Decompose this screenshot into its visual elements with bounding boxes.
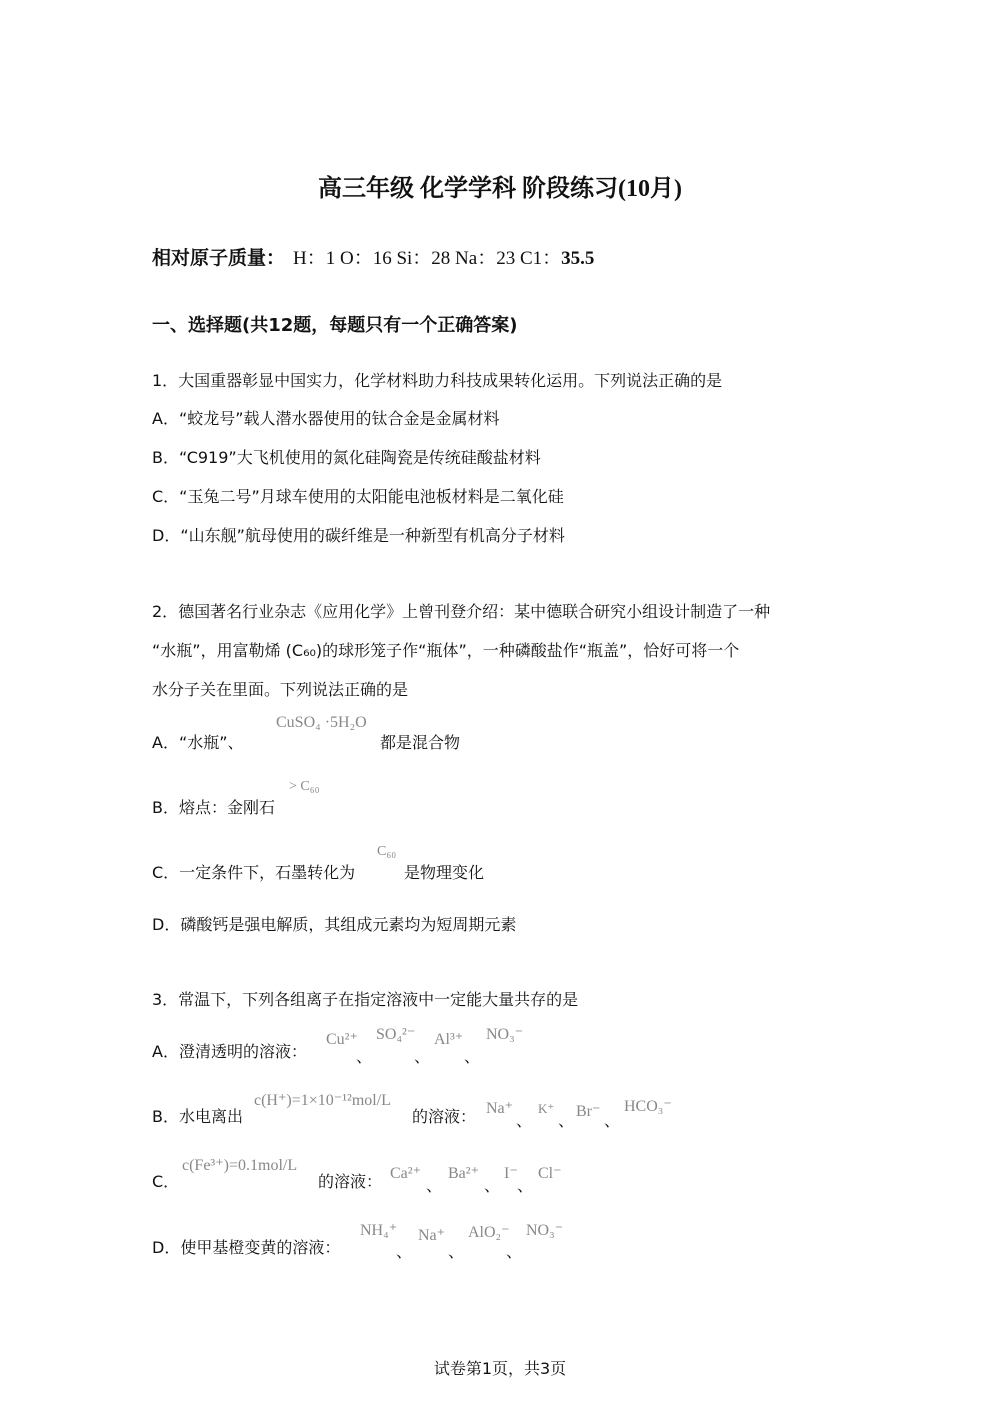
question-3-option-c-ion-1: Ca²⁺ (390, 1165, 422, 1182)
separator: 、 (414, 1047, 431, 1066)
question-1-option-b: B．“C919”大飞机使用的氮化硅陶瓷是传统硅酸盐材料 (152, 448, 541, 467)
question-2-option-c-tail: 是物理变化 (404, 863, 485, 882)
separator: 、 (396, 1242, 413, 1261)
separator: 、 (484, 1176, 501, 1195)
question-2-option-a-formula: CuSO₄ ·5H₂O (276, 714, 367, 731)
question-2-stem-line-3: 水分子关在里面。下列说法正确的是 (152, 680, 409, 699)
question-3-option-c-ion-3: I⁻ (504, 1165, 518, 1182)
question-2-option-b-text: B．熔点：金刚石 (152, 798, 275, 817)
question-3-option-d-ion-4: NO₃⁻ (526, 1222, 564, 1239)
question-3-option-a-ion-2: SO₄²⁻ (376, 1026, 416, 1043)
question-3-option-b-text: B．水电离出 (152, 1107, 243, 1126)
question-3-option-a-ion-3: Al³⁺ (434, 1031, 464, 1048)
question-3-option-b-ion-4: HCO₃⁻ (624, 1098, 672, 1115)
page-title: 高三年级 化学学科 阶段练习(10月) (318, 176, 682, 202)
question-3-option-b-ion-3: Br⁻ (576, 1103, 601, 1120)
atomic-mass-values: H：1 O：16 Si：28 Na：23 C1：35.5 (293, 248, 595, 269)
question-3-option-d-ion-2: Na⁺ (418, 1227, 446, 1244)
separator: 、 (356, 1047, 373, 1066)
question-3-stem: 3．常温下，下列各组离子在指定溶液中一定能大量共存的是 (152, 990, 579, 1009)
question-3-option-c-formula: c(Fe³⁺)=0.1mol/L (182, 1157, 298, 1174)
separator: 、 (516, 1111, 533, 1130)
question-3-option-d-text: D．使甲基橙变黄的溶液： (152, 1238, 341, 1257)
question-3-option-b-formula: c(H⁺)=1×10⁻¹²mol/L (254, 1092, 391, 1109)
question-2-stem-line-1: 2．德国著名行业杂志《应用化学》上曾刊登介绍：某中德联合研究小组设计制造了一种 (152, 602, 771, 621)
question-2-stem-line-2: “水瓶”，用富勒烯 (C₆₀)的球形笼子作“瓶体”，一种磷酸盐作“瓶盖”，恰好可将一个 (152, 641, 740, 660)
question-3-option-c-ion-4: Cl⁻ (538, 1165, 562, 1182)
separator: 、 (517, 1176, 534, 1195)
atomic-mass-label: 相对原子质量： (152, 247, 286, 269)
separator: 、 (604, 1111, 621, 1130)
question-3-option-d-ion-1: NH₄⁺ (360, 1222, 398, 1239)
separator: 、 (464, 1047, 481, 1066)
question-3-option-a-ion-1: Cu²⁺ (326, 1031, 358, 1048)
question-1-option-c: C．“玉兔二号”月球车使用的太阳能电池板材料是二氧化硅 (152, 487, 564, 506)
question-3-option-b-ion-2: K⁺ (538, 1101, 555, 1116)
question-2-option-a-text: A．“水瓶”、 (152, 733, 244, 752)
question-3-option-c-text: C． (152, 1172, 180, 1191)
question-2-option-a-tail: 都是混合物 (380, 733, 461, 752)
question-1-stem: 1．大国重器彰显中国实力，化学材料助力科技成果转化运用。下列说法正确的是 (152, 371, 723, 390)
question-1-option-d: D．“山东舰”航母使用的碳纤维是一种新型有机高分子材料 (152, 526, 565, 545)
atomic-mass-line (152, 243, 594, 270)
separator: 、 (448, 1242, 465, 1261)
question-2-option-c-text: C．一定条件下，石墨转化为 (152, 863, 356, 882)
separator: 、 (558, 1111, 575, 1130)
question-2-option-c-formula: C₆₀ (377, 844, 397, 859)
question-1-option-a: A．“蛟龙号”载人潜水器使用的钛合金是金属材料 (152, 409, 500, 428)
question-3-option-c-tail: 的溶液： (318, 1172, 383, 1191)
question-3-option-d-ion-3: AlO₂⁻ (468, 1224, 510, 1241)
separator: 、 (426, 1176, 443, 1195)
question-2-option-d: D．磷酸钙是强电解质，其组成元素均为短周期元素 (152, 915, 517, 934)
question-3-option-a-text: A．澄清透明的溶液： (152, 1042, 307, 1061)
question-3-option-c-ion-2: Ba²⁺ (448, 1165, 480, 1182)
question-2-option-b-formula: > C₆₀ (289, 779, 320, 794)
section-heading: 一、选择题(共12题，每题只有一个正确答案) (152, 315, 518, 336)
separator: 、 (506, 1242, 523, 1261)
question-3-option-a-ion-4: NO₃⁻ (486, 1026, 524, 1043)
question-3-option-b-ion-1: Na⁺ (486, 1100, 514, 1117)
page-footer: 试卷第1页，共3页 (433, 1359, 567, 1378)
question-3-option-b-tail: 的溶液： (412, 1107, 477, 1126)
